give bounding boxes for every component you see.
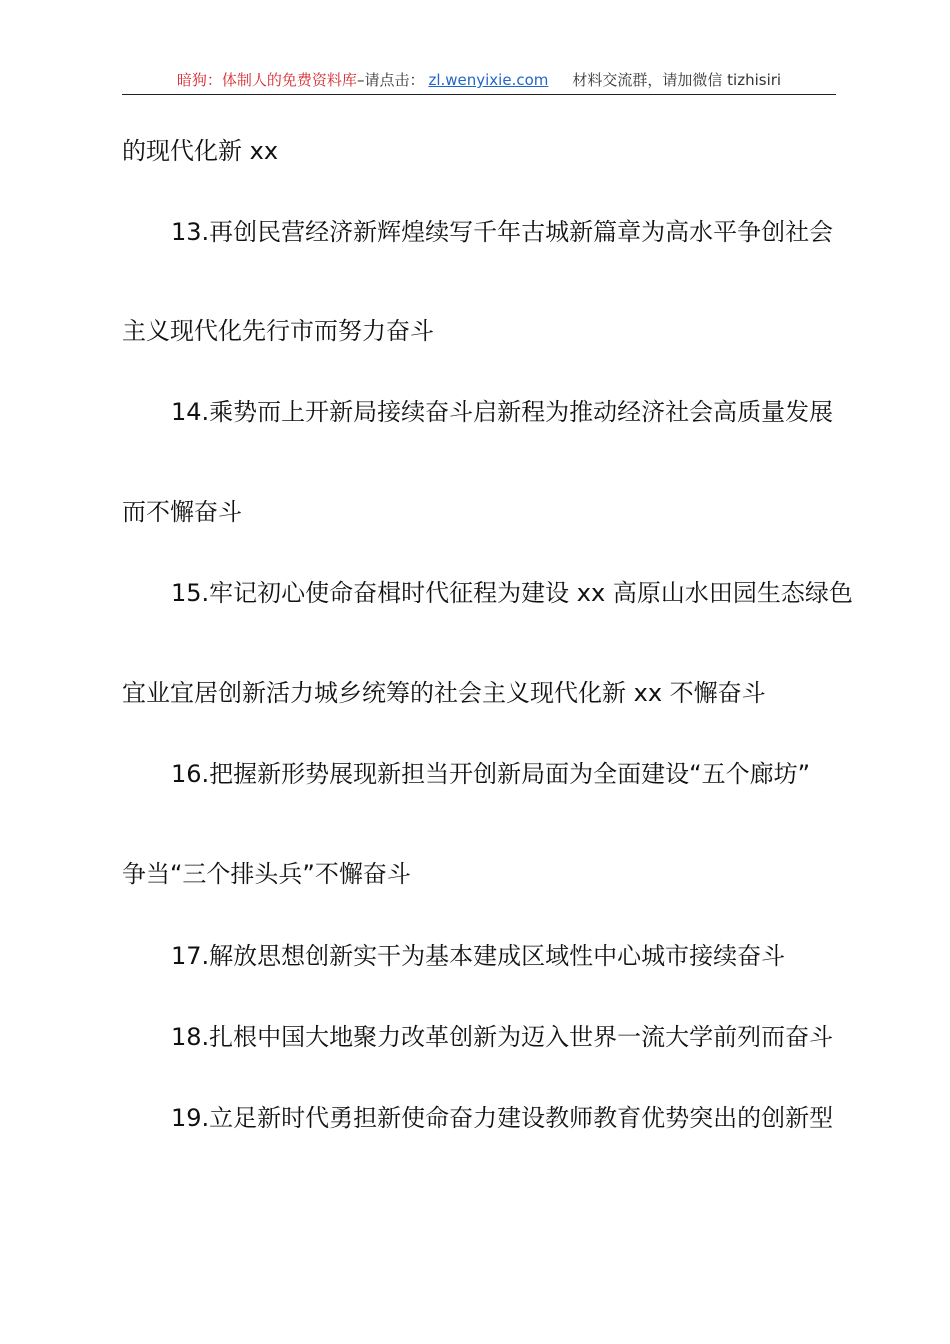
header-prompt: –请点击： xyxy=(356,71,425,89)
body-line: 而不懈奋斗 xyxy=(122,498,242,526)
list-item-13: 13.再创民营经济新辉煌续写千年古城新篇章为高水平争创社会 xyxy=(171,218,834,246)
list-item-15: 15.牢记初心使命奋楫时代征程为建设 xx 高原山水田园生态绿色 xyxy=(171,579,853,607)
header-link[interactable]: zl.wenyixie.com xyxy=(428,71,549,89)
list-item-14: 14.乘势而上开新局接续奋斗启新程为推动经济社会高质量发展 xyxy=(171,398,834,426)
body-line: 争当“三个排头兵”不懈奋斗 xyxy=(122,860,411,888)
header-site-name: 暗狗：体制人的免费资料库 xyxy=(176,71,357,89)
list-item-18: 18.扎根中国大地聚力改革创新为迈入世界一流大学前列而奋斗 xyxy=(171,1023,834,1051)
body-line: 宜业宜居创新活力城乡统筹的社会主义现代化新 xx 不懈奋斗 xyxy=(122,679,766,707)
header-contact: 材料交流群，请加微信 tizhisiri xyxy=(572,71,782,89)
page-header xyxy=(122,66,836,95)
list-item-17: 17.解放思想创新实干为基本建成区域性中心城市接续奋斗 xyxy=(171,942,786,970)
list-item-19: 19.立足新时代勇担新使命奋力建设教师教育优势突出的创新型 xyxy=(171,1104,834,1132)
body-line: 的现代化新 xx xyxy=(122,137,279,165)
list-item-16: 16.把握新形势展现新担当开创新局面为全面建设“五个廊坊” xyxy=(171,760,811,788)
body-line: 主义现代化先行市而努力奋斗 xyxy=(122,317,434,345)
